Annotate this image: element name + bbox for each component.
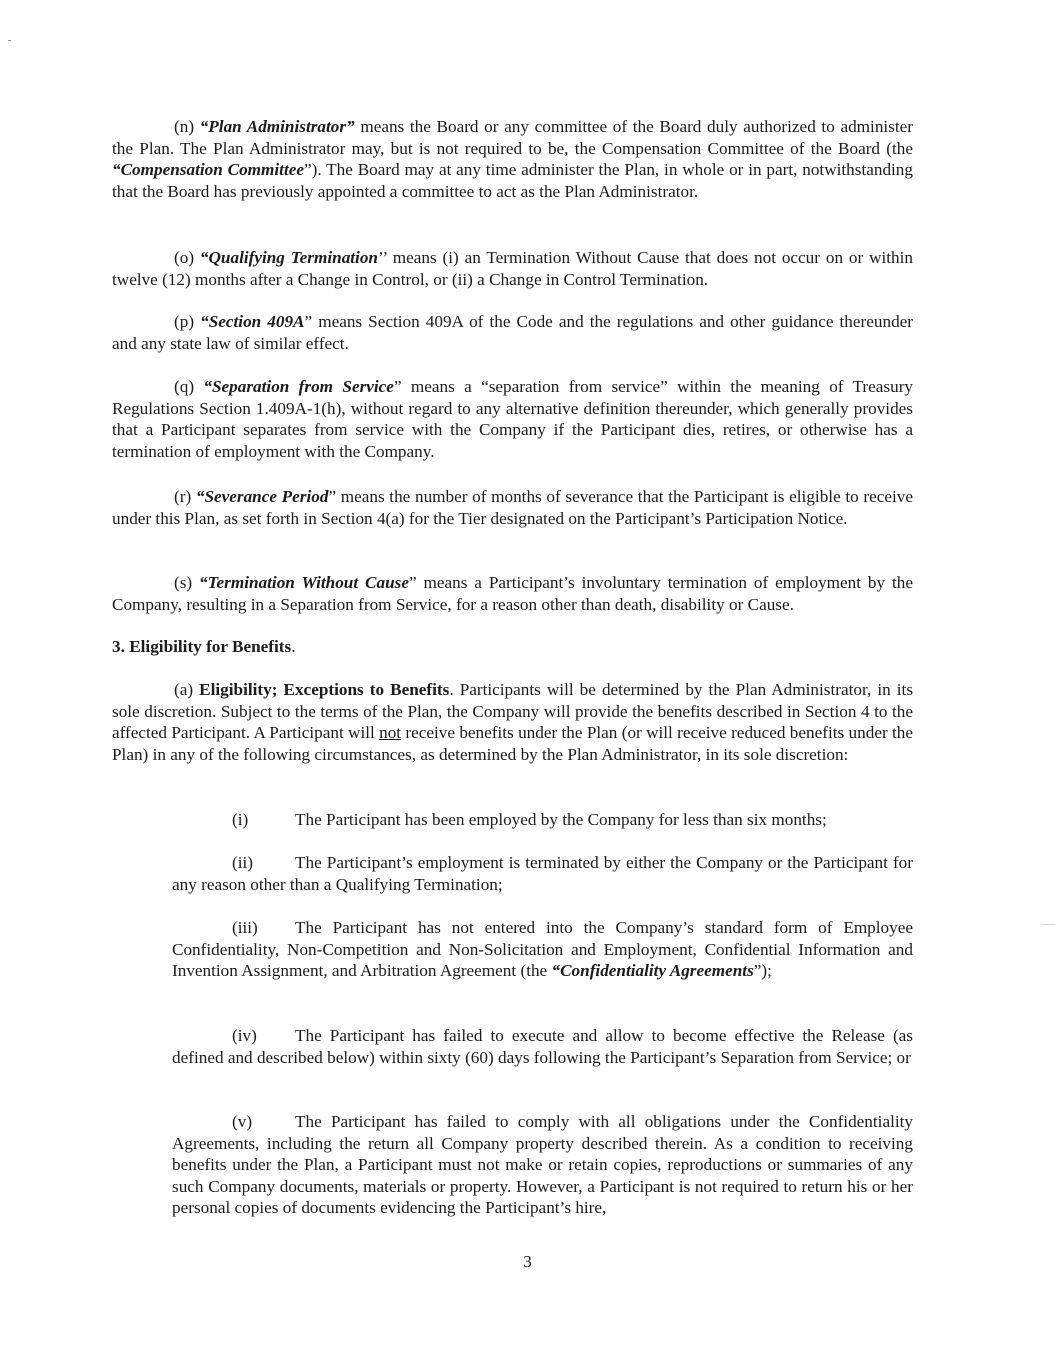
defined-term: “Compensation Committee [112,160,304,180]
scan-artifact [8,40,11,41]
subsection-a: (a) Eligibility; Exceptions to Benefits. Participants will be determined by the Plan Administrator, in its sole discretion. Subject to the terms of the Plan, the Company will provide the benefits described in Section 4 to the affected Participant. A Participant will not receive benefits under the Plan (or will receive reduced benefits under the Plan) in any of the following circumstances, as determined by the Plan Administrator, in its sole discretion: [112,680,914,764]
definition-n: (n) “Plan Administrator” means the Board or any committee of the Board duly authorized to administer the Plan. The Plan Administrator may, but is not required to be, the Compensation Committee of the Board (the “Compensation Committee”). The Board may at any time administer the Plan, in whole or in part, notwithstanding that the Board has previously appointed a committee to act as the Plan Administrator. [112,117,913,201]
scan-edge-mark [1041,924,1055,925]
definition-q: (q) “Separation from Service” means a “separation from service” within the meaning of Treasury Regulations Section 1.409A-1(h), without regard to any alternative definition thereunder, which generally provides that a Participant separates from service with the Company if the Participant dies, retires, or otherwise has a termination of employment with the Company. [112,377,914,461]
definition-s: (s) “Termination Without Cause” means a Participant’s involuntary termination of employment by the Company, resulting in a Separation from Service, for a reason other than death, disability or Cause. [112,573,914,614]
list-item: (ii) The Participant’s employment is terminated by either the Company or the Participant for any reason other than a Qualifying Termination; [172,853,913,894]
definition-p: (p) “Section 409A” means Section 409A of the Code and the regulations and other guidance thereunder and any state law of similar effect. [112,312,914,353]
section-heading: 3. Eligibility for Benefits. [112,637,296,656]
defined-term: “Separation from Service [203,377,394,396]
list-item: (iii) The Participant has not entered into the Company’s standard form of Employee Confidentiality, Non-Competition and Non-Solicitation and Employment, Confidential Information and Invention Assignment, and Arbitration Agreement (the “Confidentiality Agreements”); [172,918,913,981]
defined-term: “Plan Administrator” [199,117,355,136]
page-number: 3 [523,1252,532,1271]
list-item: (v) The Participant has failed to comply with all obligations under the Confidentiality Agreements, including the return all Company property described therein. As a condition to receiving benefits under the Plan, a Participant must not make or retain copies, reproductions or summaries of any such Company documents, materials or property. However, a Participant is not required to return his or her personal copies of documents evidencing the Participant’s hire, [172,1112,913,1218]
definition-o: (o) “Qualifying Termination’’ means (i) an Termination Without Cause that does not occur on or within twelve (12) months after a Change in Control, or (ii) a Change in Control Termination. [112,248,913,289]
list-item: (iv) The Participant has failed to execute and allow to become effective the Release (as defined and described below) within sixty (60) days following the Participant’s Separation from Service; or [172,1026,913,1067]
subsection-title: Eligibility; Exceptions to Benefits [199,680,450,699]
defined-term: “Termination Without Cause [199,573,409,592]
defined-term: “Confidentiality Agreements [551,961,754,981]
defined-term: “Severance Period [195,487,329,506]
defined-term: “Qualifying Termination [199,248,378,267]
definition-r: (r) “Severance Period” means the number of months of severance that the Participant is eligible to receive under this Plan, as set forth in Section 4(a) for the Tier designated on the Participant’s Participation Notice. [112,487,914,528]
list-item: (i) The Participant has been employed by the Company for less than six months; [232,810,827,829]
defined-term: “Section 409A [200,312,305,331]
